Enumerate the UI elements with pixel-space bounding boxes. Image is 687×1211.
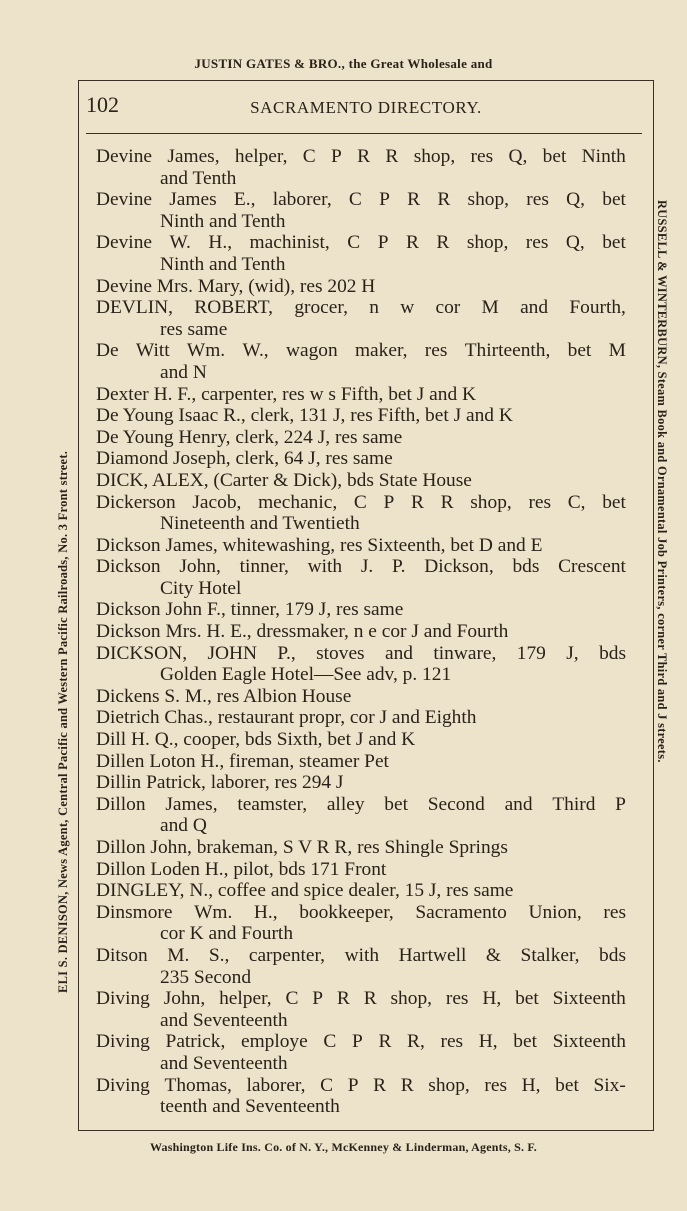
entry-first-line: Dillen Loton H., fireman, steamer Pet <box>96 750 389 772</box>
entry-first-line: Dillon James, teamster, alley bet Second and Third P <box>96 793 626 815</box>
entry-continuation-line: cor K and Fourth <box>160 923 294 945</box>
entry-first-line: Dickson Mrs. H. E., dressmaker, n e cor J and Fourth <box>96 621 509 643</box>
directory-entry <box>96 945 626 988</box>
directory-entry <box>96 772 626 794</box>
entry-continuation-line: and Tenth <box>160 167 237 189</box>
entry-first-line: DEVLIN, ROBERT, grocer, n w cor M and Fourth, <box>96 297 626 319</box>
entry-continuation-line: and Seventeenth <box>160 1052 288 1074</box>
frame-rule-bottom <box>78 1130 654 1131</box>
directory-entry <box>96 384 626 406</box>
entry-first-line: Dickens S. M., res Albion House <box>96 685 352 707</box>
directory-entries <box>96 146 626 1118</box>
entry-first-line: De Witt Wm. W., wagon maker, res Thirteenth, bet M <box>96 340 626 362</box>
entry-first-line: Ditson M. S., carpenter, with Hartwell & Stalker, bds <box>96 944 626 966</box>
top-banner: JUSTIN GATES & BRO., the Great Wholesale and <box>194 56 493 71</box>
directory-entry <box>96 707 626 729</box>
entry-first-line: Dickson John, tinner, with J. P. Dickson, bds Crescent <box>96 556 626 578</box>
directory-entry <box>96 427 626 449</box>
entry-continuation-line: and Q <box>160 815 207 837</box>
bottom-banner: Washington Life Ins. Co. of N. Y., McKenney & Linderman, Agents, S. F. <box>149 1140 538 1154</box>
entry-first-line: DICK, ALEX, (Carter & Dick), bds State House <box>96 469 472 491</box>
entry-first-line: Devine Mrs. Mary, (wid), res 202 H <box>96 275 376 297</box>
directory-entry <box>96 599 626 621</box>
page-header <box>86 92 646 122</box>
entry-first-line: Dickerson Jacob, mechanic, C P R R shop, res C, bet <box>96 491 626 513</box>
entry-continuation-line: 235 Second <box>160 966 252 988</box>
directory-entry <box>96 535 626 557</box>
directory-entry <box>96 276 626 298</box>
frame-rule-left <box>78 80 79 1130</box>
entry-first-line: Diamond Joseph, clerk, 64 J, res same <box>96 448 393 470</box>
entry-continuation-line: Ninth and Tenth <box>160 253 286 275</box>
directory-entry <box>96 1031 626 1074</box>
directory-entry <box>96 1075 626 1118</box>
entry-first-line: Devine James, helper, C P R R shop, res Q, bet Ninth <box>96 146 626 167</box>
directory-entry <box>96 621 626 643</box>
directory-entry <box>96 146 626 189</box>
entry-first-line: Dillin Patrick, laborer, res 294 J <box>96 772 344 794</box>
entry-first-line: Dexter H. F., carpenter, res w s Fifth, bet J and K <box>96 383 477 405</box>
directory-entry <box>96 880 626 902</box>
directory-entry <box>96 297 626 340</box>
directory-entry <box>96 837 626 859</box>
directory-entry <box>96 492 626 535</box>
directory-entry <box>96 448 626 470</box>
header-rule <box>86 133 642 134</box>
entry-continuation-line: City Hotel <box>160 577 242 599</box>
entry-first-line: DINGLEY, N., coffee and spice dealer, 15 J, res same <box>96 880 514 902</box>
running-head: SACRAMENTO DIRECTORY. <box>250 98 482 117</box>
directory-entry <box>96 643 626 686</box>
entry-continuation-line: and Seventeenth <box>160 1009 288 1031</box>
entry-first-line: Dickson John F., tinner, 179 J, res same <box>96 599 404 621</box>
entry-first-line: DICKSON, JOHN P., stoves and tinware, 179 J, bds <box>96 642 626 664</box>
entry-first-line: Dillon Loden H., pilot, bds 171 Front <box>96 858 387 880</box>
directory-entry <box>96 340 626 383</box>
directory-entry <box>96 405 626 427</box>
directory-entry <box>96 988 626 1031</box>
directory-entry <box>96 751 626 773</box>
directory-entry <box>96 556 626 599</box>
directory-entry <box>96 189 626 232</box>
entry-continuation-line: Ninth and Tenth <box>160 210 286 232</box>
entry-continuation-line: teenth and Seventeenth <box>160 1096 340 1118</box>
entry-continuation-line: Golden Eagle Hotel—See adv, p. 121 <box>160 664 452 686</box>
directory-entry <box>96 729 626 751</box>
entry-first-line: Devine James E., laborer, C P R R shop, res Q, bet <box>96 189 626 211</box>
entry-first-line: Dickson James, whitewashing, res Sixteenth, bet D and E <box>96 534 543 556</box>
entry-first-line: Diving John, helper, C P R R shop, res H, bet Sixteenth <box>96 988 626 1010</box>
frame-rule-top <box>78 80 654 81</box>
entry-first-line: De Young Henry, clerk, 224 J, res same <box>96 426 403 448</box>
entry-continuation-line: res same <box>160 318 228 340</box>
directory-entry <box>96 902 626 945</box>
directory-entry <box>96 470 626 492</box>
left-margin-advert: ELI S. DENISON, News Agent, Central Pacific and Western Pacific Railroads, No. 3 Front street. <box>56 450 70 993</box>
entry-first-line: Devine W. H., machinist, C P R R shop, res Q, bet <box>96 232 626 254</box>
entry-first-line: Diving Patrick, employe C P R R, res H, bet Sixteenth <box>96 1031 626 1053</box>
directory-entry <box>96 232 626 275</box>
right-margin-advert: RUSSELL & WINTERBURN, Steam Book and Ornamental Job Printers, corner Third and J streets. <box>655 200 669 763</box>
entry-first-line: Dietrich Chas., restaurant propr, cor J and Eighth <box>96 707 477 729</box>
entry-first-line: De Young Isaac R., clerk, 131 J, res Fifth, bet J and K <box>96 405 513 427</box>
entry-continuation-line: Nineteenth and Twentieth <box>160 513 360 535</box>
entry-first-line: Dillon John, brakeman, S V R R, res Shingle Springs <box>96 837 508 858</box>
directory-entry <box>96 794 626 837</box>
entry-continuation-line: and N <box>160 361 207 383</box>
page-number: 102 <box>86 92 119 117</box>
directory-entry <box>96 686 626 708</box>
entry-first-line: Dill H. Q., cooper, bds Sixth, bet J and K <box>96 729 416 751</box>
entry-first-line: Diving Thomas, laborer, C P R R shop, res H, bet Six- <box>96 1074 626 1096</box>
directory-entry <box>96 859 626 881</box>
entry-first-line: Dinsmore Wm. H., bookkeeper, Sacramento Union, res <box>96 901 626 923</box>
